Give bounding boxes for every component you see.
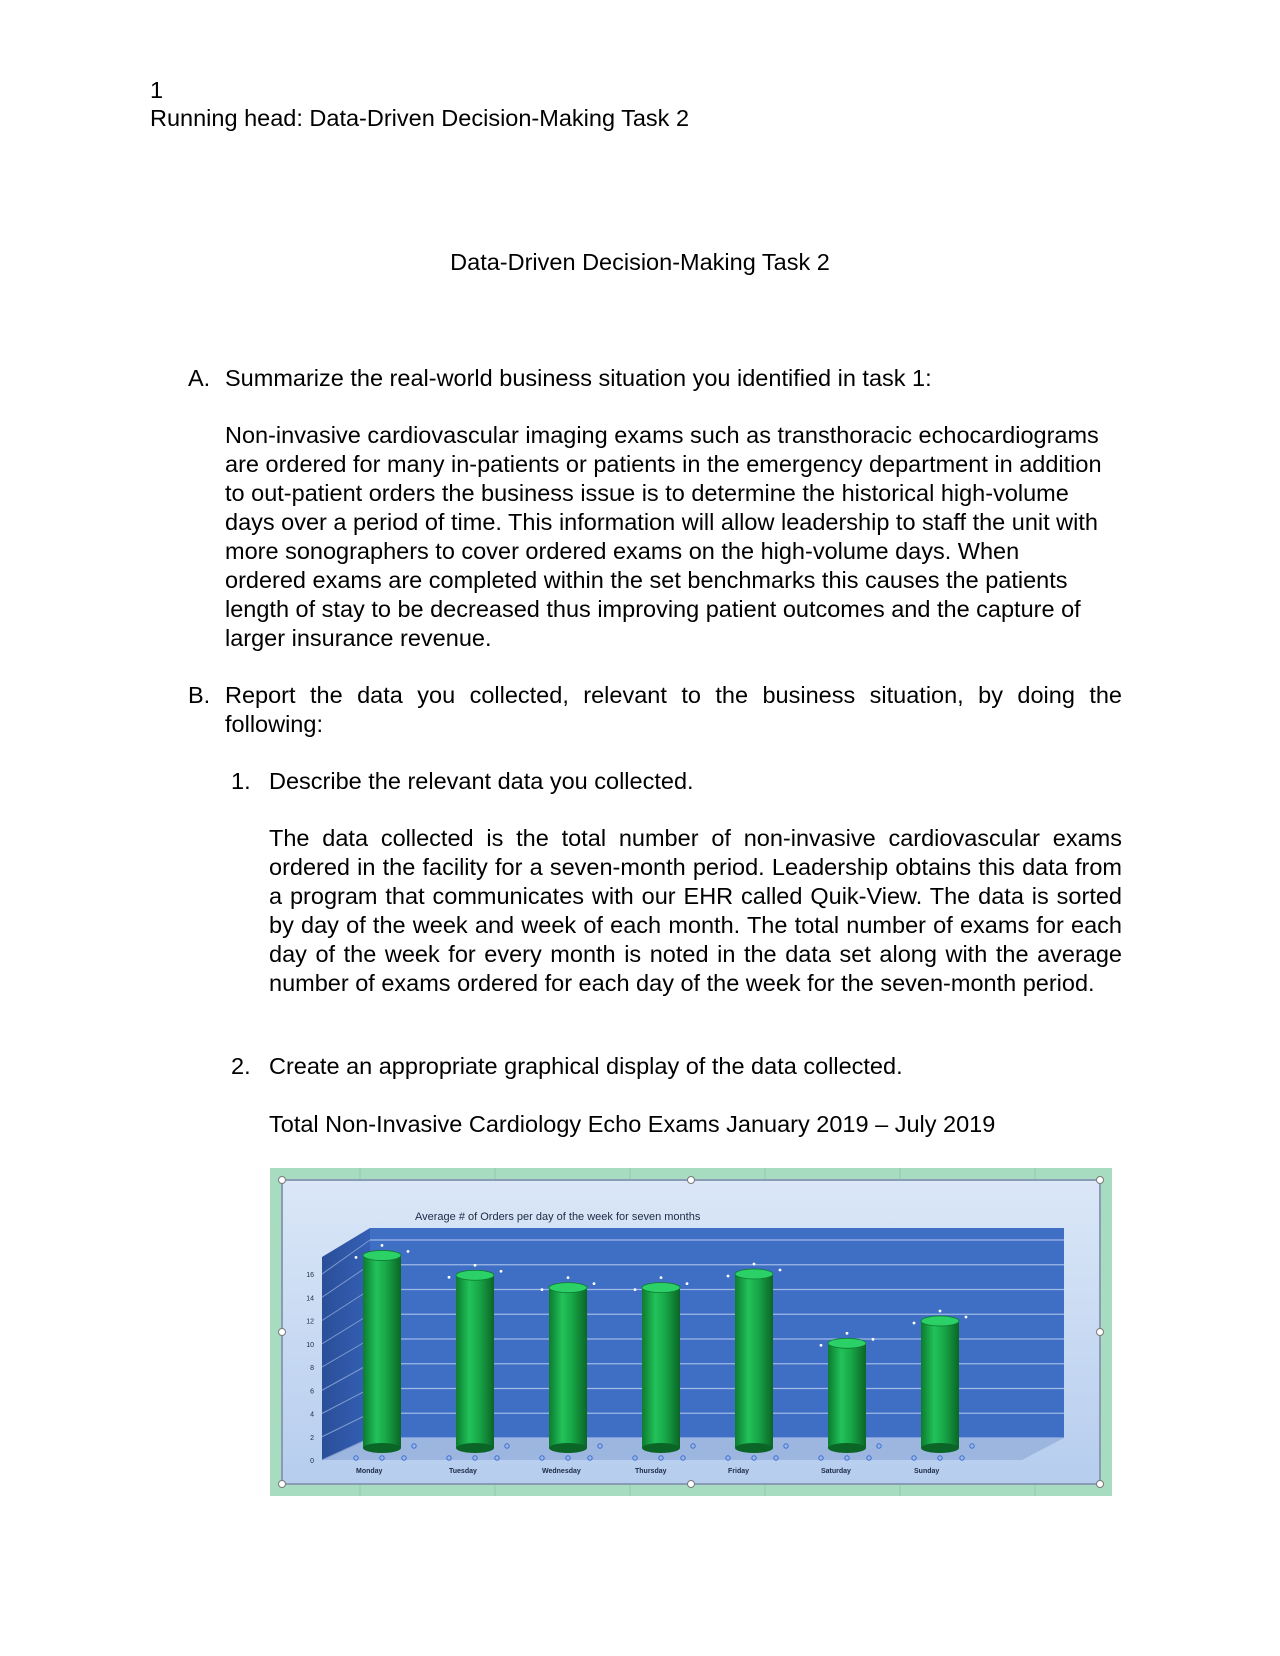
page-number: 1 — [150, 77, 164, 103]
bar-base — [456, 1443, 494, 1453]
bar — [828, 1343, 866, 1448]
data-point-marker — [407, 1250, 410, 1253]
bar-base — [549, 1443, 587, 1453]
section-b-prompt: Report the data you collected, relevant to the business situation, by doing the following: — [225, 682, 1122, 737]
bar-top — [456, 1270, 494, 1280]
x-tick-label: Saturday — [821, 1468, 851, 1475]
data-point-marker — [381, 1244, 384, 1247]
data-point-marker — [541, 1288, 544, 1291]
bar — [642, 1288, 680, 1448]
bar — [921, 1321, 959, 1448]
y-tick-label: 10 — [306, 1341, 314, 1349]
section-a-prompt: Summarize the real-world business situation you identified in task 1: — [225, 365, 932, 391]
y-tick-label: 4 — [310, 1411, 314, 1419]
data-point-marker — [567, 1276, 570, 1279]
bar-base — [735, 1443, 773, 1453]
data-point-marker — [820, 1344, 823, 1347]
y-tick-label: 0 — [310, 1458, 314, 1465]
data-point-marker — [727, 1275, 730, 1278]
item-1-marker: 1. — [231, 768, 251, 794]
data-point-marker — [355, 1256, 358, 1259]
data-point-marker — [593, 1282, 596, 1285]
bar — [549, 1288, 587, 1448]
bar-base — [642, 1443, 680, 1453]
item-1-prompt: Describe the relevant data you collected. — [269, 768, 694, 794]
data-point-marker — [939, 1310, 942, 1313]
item-2-prompt: Create an appropriate graphical display of the data collected. — [269, 1053, 903, 1079]
bar-top — [921, 1316, 959, 1326]
item-1-body: The data collected is the total number of non-invasive cardiovascular exams ordered in the facility for a seven-month period. Leadership obtains this data from a program that communicates with our EHR called Quik-View. The data is sorted by day of the week and week of each month. The total number of exams for each day of the week for every month is noted in the data set along with the average number of exams ordered for each day of the week for the seven-month period. — [269, 825, 1122, 996]
data-point-marker — [660, 1276, 663, 1279]
item-2-marker: 2. — [231, 1053, 251, 1079]
bar-base — [828, 1443, 866, 1453]
x-tick-label: Monday — [356, 1468, 383, 1475]
data-point-marker — [448, 1276, 451, 1279]
x-tick-label: Thursday — [635, 1468, 667, 1475]
data-point-marker — [872, 1338, 875, 1341]
x-tick-label: Sunday — [914, 1468, 940, 1475]
data-point-marker — [500, 1270, 503, 1273]
y-tick-label: 16 — [306, 1272, 314, 1279]
bar-top — [642, 1283, 680, 1293]
x-tick-label: Tuesday — [449, 1468, 477, 1475]
x-tick-label: Friday — [728, 1468, 750, 1475]
bar-base — [363, 1443, 401, 1453]
section-b-marker: B. — [188, 682, 211, 708]
document-title: Data-Driven Decision-Making Task 2 — [450, 249, 830, 275]
bar-top — [828, 1338, 866, 1348]
section-a-body: Non-invasive cardiovascular imaging exams such as transthoracic echocardiograms are ordered for many in-patients or patients in the emergency department in addition to out-patient orders the business issue is to determine the historical high-volume days over a period of time. This information will allow leadership to staff the unit with more sonographers to cover ordered exams on the high-volume days. When ordered exams are completed within the set benchmarks this causes the patients length of stay to be decreased thus improving patient outcomes and the capture of larger insurance revenue. — [225, 422, 1102, 651]
y-tick-label: 8 — [310, 1365, 314, 1372]
data-point-marker — [913, 1322, 916, 1325]
bar-top — [363, 1250, 401, 1260]
bar — [363, 1255, 401, 1448]
data-point-marker — [846, 1332, 849, 1335]
figure-caption: Total Non-Invasive Cardiology Echo Exams January 2019 – July 2019 — [269, 1111, 996, 1137]
y-tick-label: 12 — [306, 1318, 314, 1326]
chart-figure — [270, 1168, 1112, 1496]
section-a-marker: A. — [188, 365, 211, 391]
data-point-marker — [686, 1282, 689, 1285]
y-tick-label: 6 — [310, 1388, 314, 1396]
data-point-marker — [965, 1316, 968, 1319]
data-point-marker — [753, 1263, 756, 1266]
x-tick-label: Wednesday — [542, 1468, 581, 1475]
bar-chart — [270, 1168, 1112, 1496]
chart-title: Average # of Orders per day of the week for seven months — [415, 1211, 701, 1223]
y-tick-label: 14 — [306, 1295, 314, 1303]
data-point-marker — [634, 1288, 637, 1291]
data-point-marker — [779, 1269, 782, 1272]
running-head: Running head: Data-Driven Decision-Making Task 2 — [150, 105, 690, 131]
y-tick-label: 2 — [310, 1434, 314, 1442]
bar — [735, 1274, 773, 1448]
bar-top — [549, 1283, 587, 1293]
bar-base — [921, 1443, 959, 1453]
bar — [456, 1275, 494, 1448]
bar-top — [735, 1269, 773, 1279]
data-point-marker — [474, 1264, 477, 1267]
